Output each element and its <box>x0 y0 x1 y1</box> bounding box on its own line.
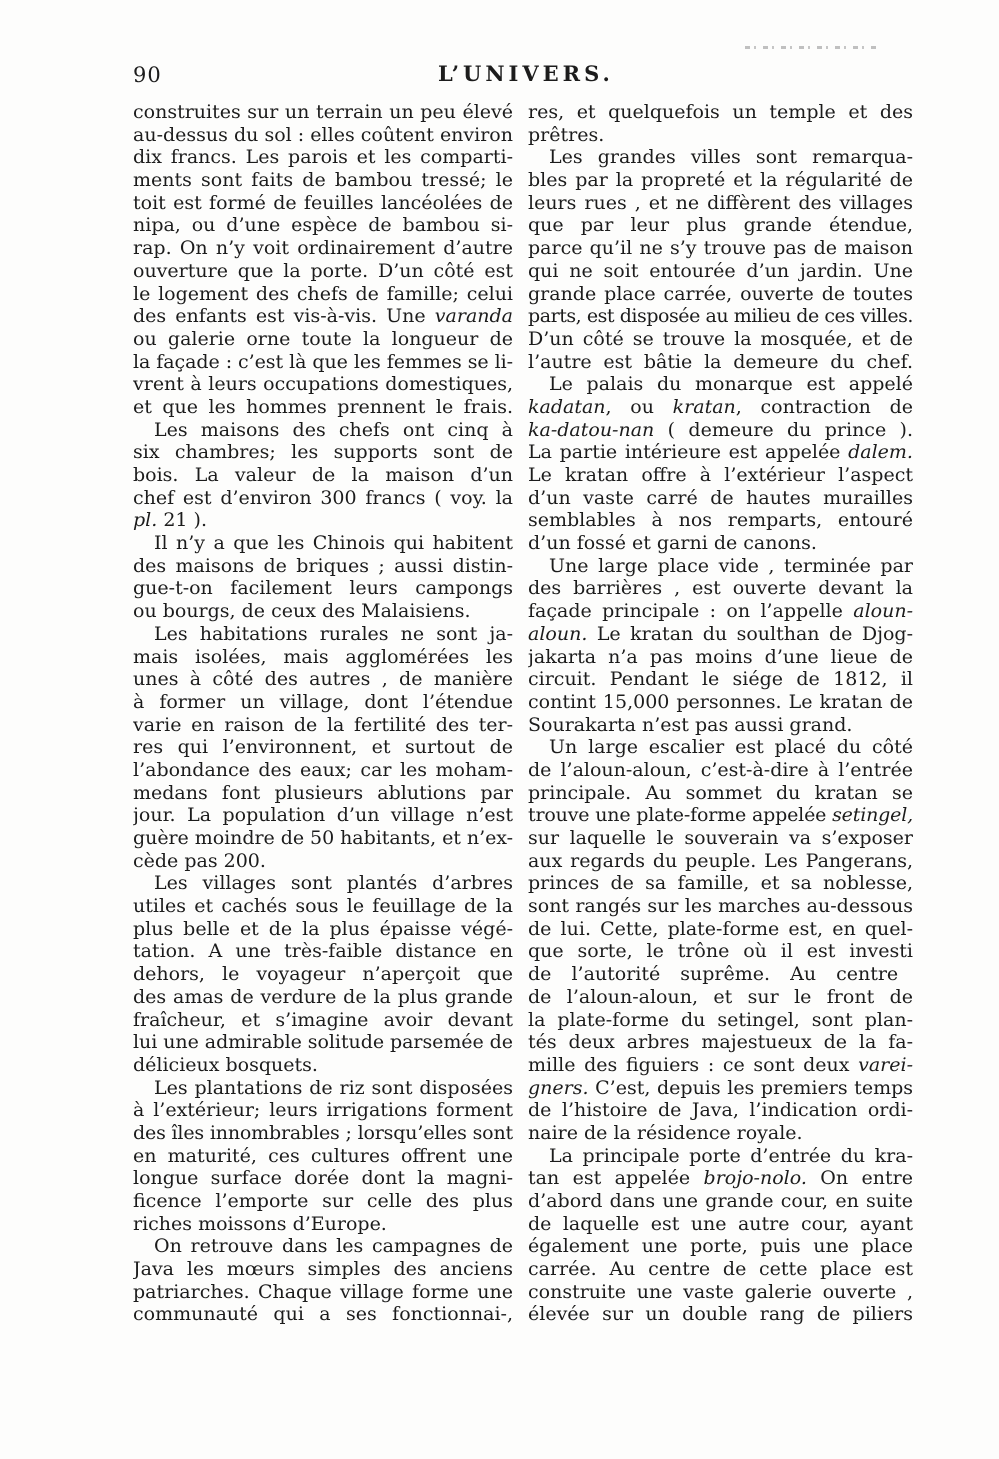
text-line-content: kadatan, ou kratan, contraction de <box>528 395 913 418</box>
text-line <box>133 237 513 260</box>
text-line <box>528 872 913 895</box>
text-line-content: rap. On n’y voit ordinairement d’autre <box>133 237 513 260</box>
text-line-content: gners. C’est, depuis les premiers temps <box>528 1076 913 1099</box>
text-line <box>528 328 913 351</box>
text-line-content: de l’aloun-aloun, c’est-à-dire à l’entrée <box>528 758 913 781</box>
text-line <box>133 1099 513 1122</box>
text-line-content: des maisons de briques ; aussi distin- <box>133 554 513 577</box>
text-line-content: à l’extérieur; leurs irrigations forment <box>133 1099 513 1122</box>
text-line <box>133 1031 513 1054</box>
text-line <box>528 419 913 442</box>
text-line <box>528 1054 913 1077</box>
text-line <box>528 646 913 669</box>
text-line <box>528 1167 913 1190</box>
text-line <box>528 441 913 464</box>
text-line-content: de lui. Cette, plate-forme est, en quel- <box>528 917 913 940</box>
text-line <box>528 1303 913 1326</box>
text-line-content: des enfants est vis-à-vis. Une varanda <box>133 305 513 328</box>
text-line <box>133 1190 513 1213</box>
text-line <box>133 124 513 147</box>
text-line <box>133 214 513 237</box>
text-line <box>528 351 913 374</box>
text-line-content: jakarta n’a pas moins d’une lieue de <box>528 645 913 668</box>
text-line-content: La principale porte d’entrée du kra- <box>549 1144 913 1167</box>
text-line <box>133 872 513 895</box>
text-line-content: vrent à leurs occupations domestiques, <box>133 373 513 396</box>
text-line-content: Java les mœurs simples des anciens <box>133 1258 513 1281</box>
text-line <box>133 1122 513 1145</box>
text-line <box>133 441 513 464</box>
text-line-content: l’autre est bâtie la demeure du chef. <box>528 350 913 373</box>
text-line-content: tés deux arbres majestueux de la fa- <box>528 1031 913 1054</box>
text-line-content: à former un village, dont l’étendue <box>133 690 513 713</box>
text-line <box>528 623 913 646</box>
text-line <box>528 1099 913 1122</box>
text-line-content: d’abord dans une grande cour, en suite <box>528 1190 913 1212</box>
text-line <box>528 577 913 600</box>
text-line <box>133 623 513 646</box>
text-line-content: communauté qui a ses fonctionnai-, <box>133 1303 513 1326</box>
text-line <box>528 759 913 782</box>
text-line-content: mais isolées, mais agglomérées les <box>133 645 513 668</box>
text-line-content: tan est appelée brojo-nolo. On entre <box>528 1167 913 1190</box>
text-line-content: cède pas 200. <box>133 849 266 872</box>
text-line-content: carrée. Au centre de cette place est <box>528 1258 913 1281</box>
text-line-content: jour. La population d’un village n’est <box>133 804 513 827</box>
text-line-content: Il n’y a que les Chinois qui habitent <box>154 532 513 555</box>
text-line-content: sur laquelle le souverain va s’exposer <box>528 827 913 849</box>
text-line-content: res qui l’environnent, et surtout de <box>133 736 513 759</box>
text-line-content: façade principale : on l’appelle aloun- <box>528 600 913 623</box>
text-line-content: Sourakarta n’est pas aussi grand. <box>528 713 853 736</box>
text-line <box>133 396 513 419</box>
text-line <box>528 1235 913 1258</box>
text-line <box>528 1145 913 1168</box>
text-line <box>528 260 913 283</box>
text-line <box>133 804 513 827</box>
text-line-content: semblables à nos remparts, entouré <box>528 509 913 532</box>
text-line-content: riches moissons d’Europe. <box>133 1212 387 1235</box>
text-line <box>133 487 513 510</box>
text-line <box>133 1077 513 1100</box>
text-line-content: construite une vaste galerie ouverte , <box>528 1280 913 1303</box>
text-line-content: parce qu’il ne s’y trouve pas de maison <box>528 237 913 260</box>
text-line <box>133 419 513 442</box>
text-line-content: la plate-forme du setingel, sont plan- <box>528 1008 913 1031</box>
text-line <box>133 782 513 805</box>
text-line-content: La partie intérieure est appelée dalem. <box>528 441 913 464</box>
text-line-content: et que les hommes prennent le frais. <box>133 395 513 418</box>
text-line-content: Les plantations de riz sont disposées <box>154 1076 513 1099</box>
text-line-content: chef est d’environ 300 francs ( voy. la <box>133 486 513 509</box>
text-line-content: principale. Au sommet du kratan se <box>528 781 913 804</box>
text-line <box>528 1281 913 1304</box>
text-line <box>133 577 513 600</box>
text-line-content: Les villages sont plantés d’arbres <box>154 872 513 895</box>
text-line <box>133 759 513 782</box>
text-line-content: des amas de verdure de la plus grande <box>133 985 513 1008</box>
text-line <box>528 305 913 328</box>
text-line-content: naire de la résidence royale. <box>528 1121 803 1144</box>
text-line <box>133 532 513 555</box>
page-number: 90 <box>133 63 162 87</box>
text-line <box>528 600 913 623</box>
text-line <box>133 600 513 623</box>
text-line-content: ka-datou-nan ( demeure du prince ). <box>528 418 913 441</box>
text-line <box>528 555 913 578</box>
text-line <box>133 940 513 963</box>
text-line <box>528 237 913 260</box>
text-line <box>133 1303 513 1326</box>
text-line <box>528 1009 913 1032</box>
text-line <box>528 192 913 215</box>
text-line-content: ou bourgs, de ceux des Malaisiens. <box>133 600 471 623</box>
text-line <box>133 1145 513 1168</box>
text-line-content: le logement des chefs de famille; celui <box>133 282 513 305</box>
text-line-content: varie en raison de la fertilité des ter- <box>133 713 513 736</box>
text-line <box>528 283 913 306</box>
text-line <box>528 396 913 419</box>
text-line <box>133 691 513 714</box>
text-line-content: ments sont faits de bambou tressé; le <box>133 169 513 192</box>
text-line-content: des îles innombrables ; lorsqu’elles sont <box>133 1121 513 1144</box>
text-line-content: princes de sa famille, et sa noblesse, <box>528 872 913 895</box>
text-line <box>133 351 513 374</box>
text-line <box>528 373 913 396</box>
text-line <box>528 1258 913 1281</box>
text-line-content: medans font plusieurs ablutions par <box>133 781 513 804</box>
text-line-content: D’un côté se trouve la mosquée, et de <box>528 327 913 350</box>
text-line <box>133 1281 513 1304</box>
text-line-content: l’abondance des eaux; car les moham- <box>133 758 513 781</box>
text-line <box>133 1009 513 1032</box>
text-line <box>133 283 513 306</box>
text-line-content: Le kratan offre à l’extérieur l’aspect <box>528 464 913 486</box>
text-line-content: sont rangés sur les marches au-dessous <box>528 895 913 918</box>
text-line-content: guère moindre de 50 habitants, et n’ex- <box>133 827 513 849</box>
text-line <box>528 101 913 124</box>
text-line <box>528 940 913 963</box>
text-line <box>528 532 913 555</box>
text-line <box>528 714 913 737</box>
text-line <box>133 963 513 986</box>
text-line <box>133 668 513 691</box>
text-line <box>528 827 913 850</box>
text-line-content: utiles et cachés sous le feuillage de la <box>133 895 513 918</box>
text-line <box>133 895 513 918</box>
text-line-content: aux regards du peuple. Les Pangerans, <box>528 849 913 872</box>
text-line <box>133 986 513 1009</box>
text-line-content: leurs rues , et ne diffèrent des villages <box>528 191 913 214</box>
text-line <box>133 373 513 396</box>
text-line-content: ou galerie orne toute la longueur de <box>133 327 513 350</box>
text-line-content: d’un vaste carré de hautes murailles <box>528 486 913 509</box>
text-line <box>528 124 913 147</box>
text-line-content: en maturité, ces cultures offrent une <box>133 1144 513 1167</box>
text-line <box>133 1258 513 1281</box>
text-line-content: Les grandes villes sont remarqua- <box>549 146 913 169</box>
text-line-content: unes à côté des autres , de manière <box>133 668 513 691</box>
text-line <box>133 1167 513 1190</box>
text-line-content: construites sur un terrain un peu élevé <box>133 101 513 123</box>
text-line <box>528 691 913 714</box>
text-line-content: qui ne soit entourée d’un jardin. Une <box>528 259 913 282</box>
text-line-content: lui une admirable solitude parsemée de <box>133 1031 513 1054</box>
text-line-content: six chambres; les supports sont de <box>133 441 513 464</box>
text-line <box>133 1235 513 1258</box>
text-line <box>528 918 913 941</box>
text-line-content: Les maisons des chefs ont cinq à <box>154 418 513 441</box>
text-line <box>133 464 513 487</box>
text-line <box>133 714 513 737</box>
text-line <box>528 895 913 918</box>
text-line <box>133 101 513 124</box>
text-line-content: dehors, le voyageur n’aperçoit que <box>133 963 513 986</box>
text-column-left <box>133 101 513 1326</box>
text-line-content: prêtres. <box>528 123 605 146</box>
text-line-content: que par leur plus grande étendue, <box>528 214 913 237</box>
text-line <box>133 328 513 351</box>
text-line-content: de laquelle est une autre cour, ayant <box>528 1212 913 1235</box>
text-line <box>528 146 913 169</box>
text-line <box>528 986 913 1009</box>
text-line-content: ficence l’emporte sur celle des plus <box>133 1190 513 1212</box>
text-line-content: élevée sur un double rang de piliers <box>528 1303 913 1326</box>
text-line-content: bles par la propreté et la régularité de <box>528 169 913 192</box>
text-line <box>528 1077 913 1100</box>
text-line-content: la façade : c’est là que les femmes se li- <box>133 350 513 373</box>
text-line <box>528 1213 913 1236</box>
text-line <box>133 555 513 578</box>
text-line <box>528 487 913 510</box>
text-line <box>133 146 513 169</box>
text-line-content: parts, est disposée au milieu de ces villes. <box>528 305 913 328</box>
text-line-content: Un large escalier est placé du côté <box>549 736 913 759</box>
text-line-content: fraîcheur, et s’imagine avoir devant <box>133 1008 513 1031</box>
text-line <box>133 509 513 532</box>
text-line-content: bois. La valeur de la maison d’un <box>133 464 513 486</box>
text-line <box>133 1054 513 1077</box>
text-line-content: contint 15,000 personnes. Le kratan de <box>528 690 913 713</box>
text-line-content: au-dessus du sol : elles coûtent environ <box>133 123 513 146</box>
text-line <box>528 169 913 192</box>
text-line <box>528 850 913 873</box>
text-line <box>133 918 513 941</box>
text-line-content: des barrières , est ouverte devant la <box>528 577 913 600</box>
text-line <box>133 736 513 759</box>
text-line-content: toit est formé de feuilles lancéolées de <box>133 191 513 214</box>
text-line <box>528 509 913 532</box>
text-line-content: gue-t-on facilement leurs campongs <box>133 577 513 600</box>
text-line-content: trouve une plate-forme appelée setingel, <box>528 804 913 827</box>
text-column-right <box>528 101 913 1326</box>
text-line-content: de l’autorité suprême. Au centre <box>528 963 899 986</box>
text-line-content: Les habitations rurales ne sont ja- <box>154 622 513 645</box>
text-line <box>133 827 513 850</box>
text-line <box>528 214 913 237</box>
text-line <box>528 1031 913 1054</box>
text-line-content: circuit. Pendant le siége de 1812, il <box>528 668 913 691</box>
text-line-content: de l’histoire de Java, l’indication ordi- <box>528 1099 913 1122</box>
scan-artifact-dashes <box>745 46 880 49</box>
text-line <box>528 736 913 759</box>
text-line-content: délicieux bosquets. <box>133 1053 318 1076</box>
text-line-content: dix francs. Les parois et les comparti- <box>133 146 513 169</box>
text-line-content: longue surface dorée dont la magni- <box>133 1167 513 1190</box>
text-line <box>528 782 913 805</box>
text-line-content: ouverture que la porte. D’un côté est <box>133 259 513 282</box>
text-line <box>528 1122 913 1145</box>
text-line <box>528 464 913 487</box>
running-title: L’UNIVERS. <box>438 61 614 86</box>
text-line-content: de l’aloun-aloun, et sur le front de <box>528 985 913 1008</box>
text-line-content: pl. 21 ). <box>133 509 207 532</box>
text-line-content: res, et quelquefois un temple et des <box>528 101 913 123</box>
text-line-content: Une large place vide , terminée par <box>549 554 913 577</box>
text-line <box>133 1213 513 1236</box>
text-line-content: d’un fossé et garni de canons. <box>528 532 817 555</box>
text-line <box>133 850 513 873</box>
text-line-content: tation. A une très-faible distance en <box>133 940 513 963</box>
text-line <box>528 668 913 691</box>
text-line-content: nipa, ou d’une espèce de bambou si- <box>133 214 513 237</box>
text-line <box>528 1190 913 1213</box>
text-line <box>133 192 513 215</box>
text-line-content: mille des figuiers : ce sont deux varei- <box>528 1053 913 1076</box>
text-line-content: grande place carrée, ouverte de toutes <box>528 282 913 305</box>
text-line-content: Le palais du monarque est appelé <box>549 373 913 396</box>
text-line <box>133 646 513 669</box>
text-line <box>528 804 913 827</box>
text-line-content: aloun. Le kratan du soulthan de Djog- <box>528 622 913 645</box>
text-line-content: On retrouve dans les campagnes de <box>154 1235 513 1258</box>
text-line-content: également une porte, puis une place <box>528 1235 913 1258</box>
text-line-content: plus belle et de la plus épaisse végé- <box>133 917 513 940</box>
text-line <box>133 305 513 328</box>
text-line-content: patriarches. Chaque village forme une <box>133 1280 513 1303</box>
text-line <box>528 963 913 986</box>
text-line-content: que sorte, le trône où il est investi <box>528 940 913 963</box>
text-line <box>133 169 513 192</box>
text-line <box>133 260 513 283</box>
